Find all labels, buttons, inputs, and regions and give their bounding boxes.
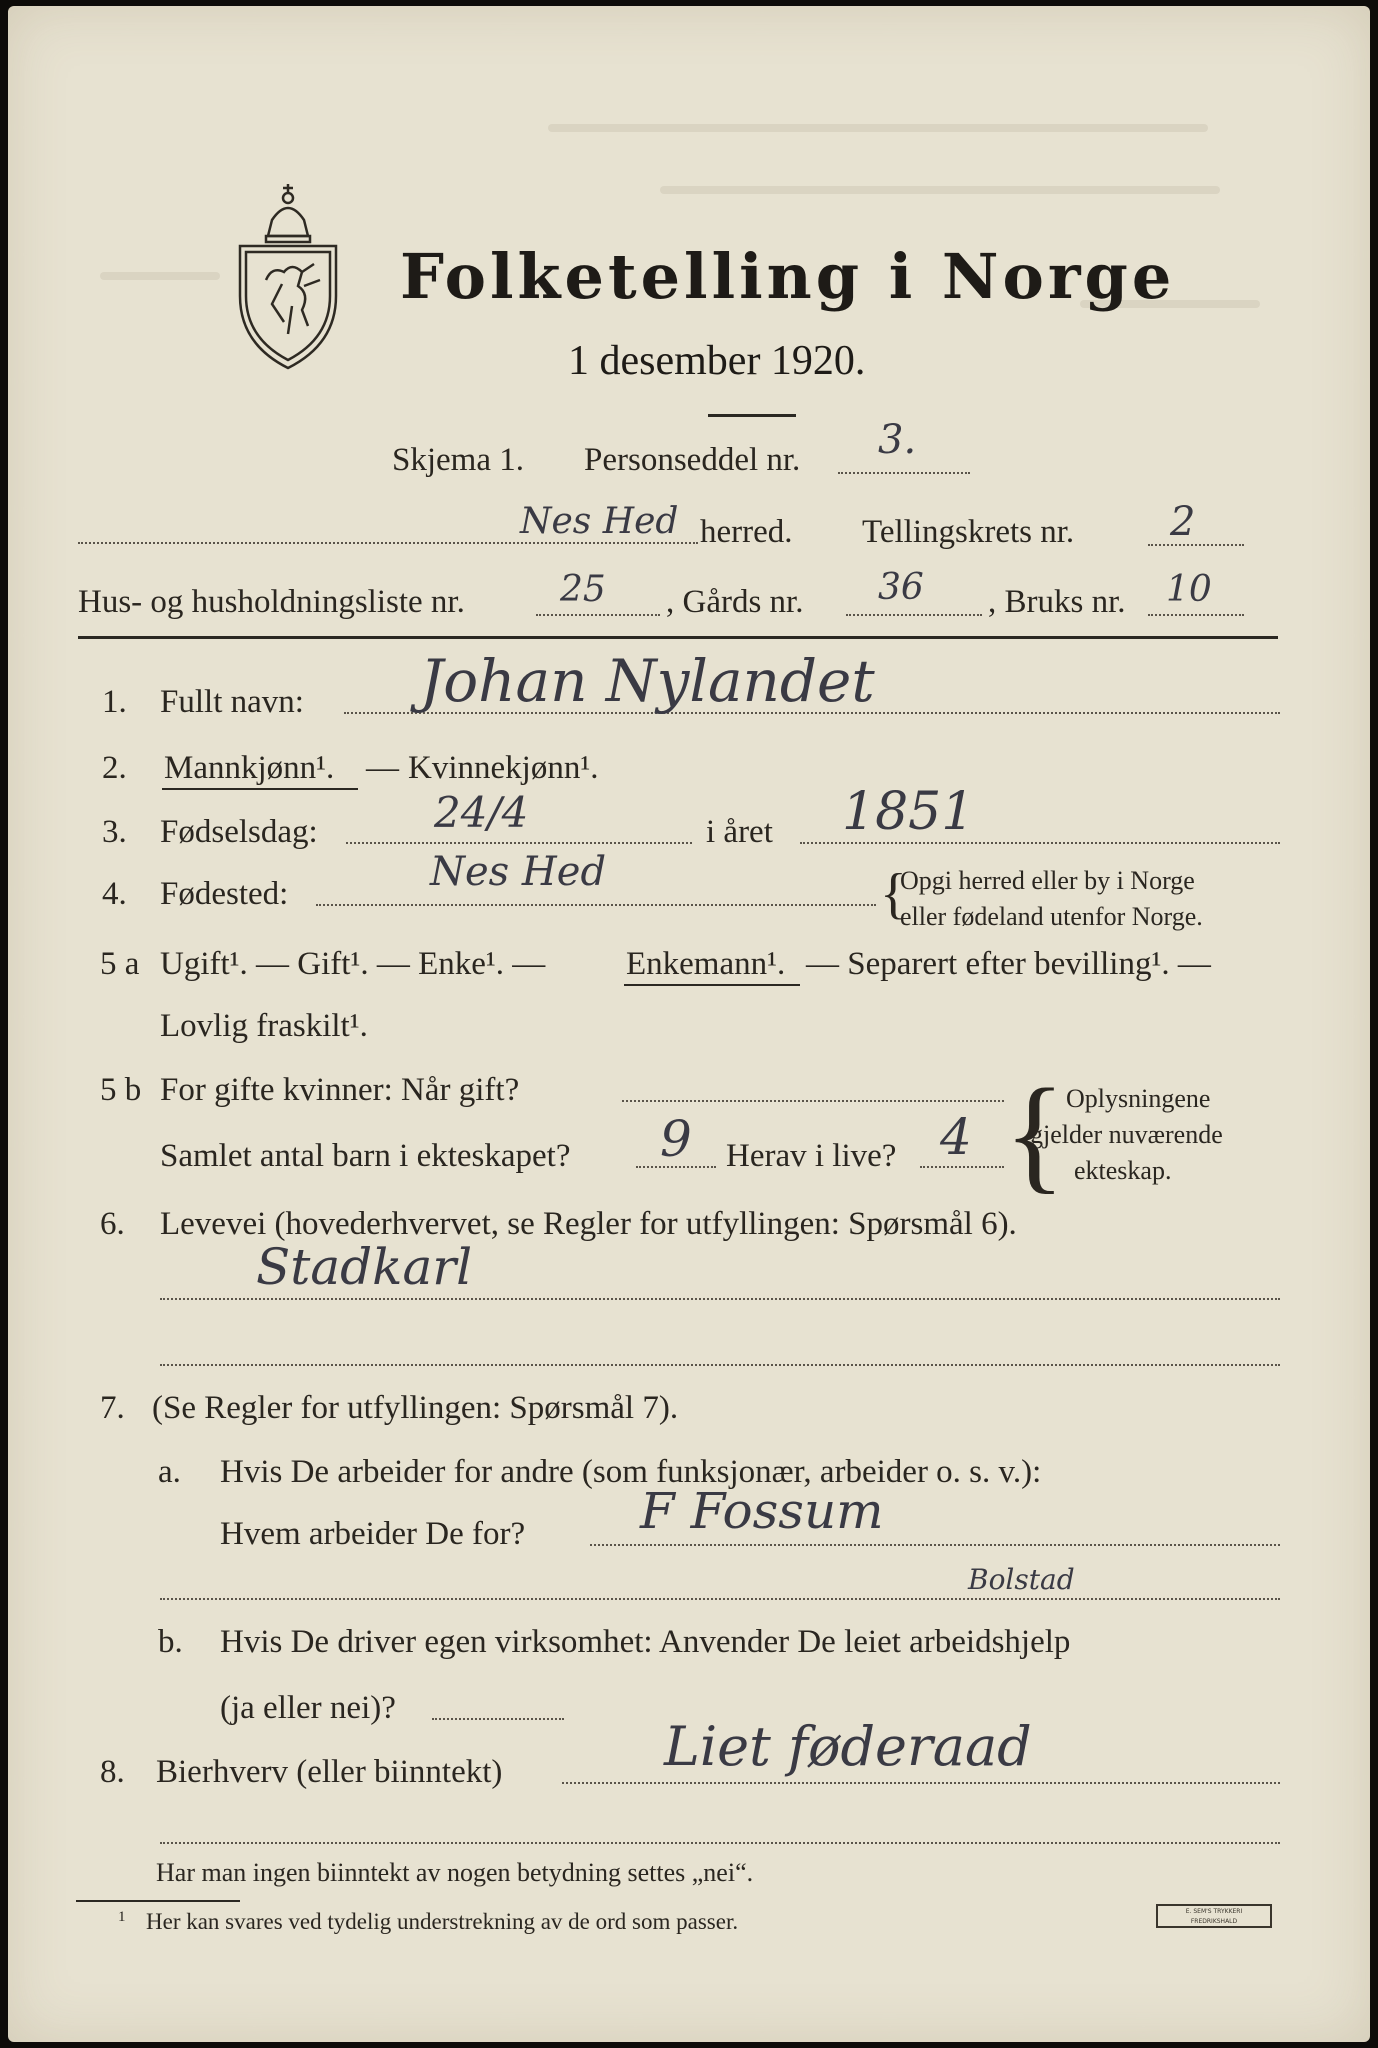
- hus-label: Hus- og husholdningsliste nr.: [78, 584, 465, 620]
- divorced-option[interactable]: Lovlig fraskilt¹.: [160, 1008, 368, 1044]
- birthplace-value: Nes Hed: [430, 849, 607, 895]
- gender-separator: —: [366, 750, 399, 786]
- employer-value-2: Bolstad: [968, 1563, 1075, 1596]
- female-option[interactable]: Kvinnekjønn¹.: [408, 750, 599, 786]
- married-when-label: For gifte kvinner: Når gift?: [160, 1072, 520, 1108]
- alive-field[interactable]: [920, 1166, 1004, 1168]
- census-date: 1 desember 1920.: [568, 338, 866, 384]
- birthday-value: 24/4: [434, 788, 529, 837]
- gards-label: , Gårds nr.: [666, 584, 804, 620]
- tellingskrets-value: 2: [1170, 499, 1196, 545]
- q5b-note-line2: gjelder nuværende: [1030, 1120, 1223, 1149]
- bruks-value: 10: [1166, 569, 1212, 610]
- personseddel-field[interactable]: [838, 472, 970, 474]
- q7a-number: a.: [158, 1454, 181, 1490]
- q5b-note-line1: Oplysningene: [1066, 1084, 1211, 1113]
- q7b-line2: (ja eller nei)?: [220, 1690, 396, 1726]
- gards-value: 36: [878, 567, 924, 608]
- male-option[interactable]: Mannkjønn¹.: [164, 750, 335, 786]
- tellingskrets-field[interactable]: [1148, 544, 1244, 546]
- footnote-rule: [76, 1900, 240, 1902]
- children-label: Samlet antal barn i ekteskapet?: [160, 1138, 571, 1174]
- q7a-line2: Hvem arbeider De for?: [220, 1516, 526, 1552]
- norwegian-lion-coat-of-arms-icon: [232, 176, 344, 376]
- married-when-field[interactable]: [622, 1100, 1004, 1102]
- schema-label: Skjema 1.: [392, 442, 524, 478]
- birth-year-field[interactable]: [800, 842, 1280, 844]
- employer-value: F Fossum: [640, 1482, 884, 1540]
- bleed-through: [548, 124, 1208, 132]
- marital-options: Ugift¹. — Gift¹. — Enke¹. —: [160, 946, 546, 982]
- q6-label: Levevei (hovederhvervet, se Regler for utfyllingen: Spørsmål 6).: [160, 1206, 1017, 1242]
- herred-label: herred.: [700, 514, 793, 550]
- q4-note-line2: eller fødeland utenfor Norge.: [900, 902, 1203, 931]
- birthday-field[interactable]: [346, 842, 692, 844]
- bleed-through: [660, 186, 1220, 194]
- footnote-text: Her kan svares ved tydelig understrekning av de ord som passer.: [146, 1909, 739, 1934]
- q5a-number: 5 a: [100, 946, 140, 982]
- q4-label: Fødested:: [160, 876, 289, 912]
- occupation-value: Stadkarl: [256, 1238, 473, 1296]
- q4-brace: {: [880, 863, 907, 925]
- hired-help-field[interactable]: [432, 1718, 564, 1720]
- side-income-value: Liet føderaad: [664, 1715, 1032, 1778]
- q3-number: 3.: [102, 814, 127, 850]
- q4-number: 4.: [102, 876, 127, 912]
- stamp-line2: FREDRIKSHALD: [1190, 1918, 1238, 1925]
- hus-field[interactable]: [536, 614, 660, 616]
- personseddel-value: 3.: [878, 417, 917, 463]
- q4-note-line1: Opgi herred eller by i Norge: [900, 866, 1195, 895]
- q7-number: 7.: [100, 1390, 125, 1426]
- year-label: i året: [706, 814, 773, 850]
- q7-label: (Se Regler for utfyllingen: Spørsmål 7).: [152, 1390, 679, 1426]
- q8-number: 8.: [100, 1754, 125, 1790]
- title-divider: [708, 414, 796, 417]
- bleed-through: [100, 272, 220, 280]
- q1-number: 1.: [102, 684, 127, 720]
- herred-field[interactable]: [78, 542, 698, 544]
- tellingskrets-label: Tellingskrets nr.: [862, 514, 1075, 550]
- page-title: Folketelling i Norge: [400, 240, 1176, 313]
- q1-label: Fullt navn:: [160, 684, 304, 720]
- occupation-field-2[interactable]: [160, 1364, 1280, 1366]
- hus-value: 25: [560, 569, 606, 610]
- header-divider: [78, 636, 1278, 639]
- q5b-number: 5 b: [100, 1072, 142, 1108]
- footnote-mark: 1: [118, 1909, 126, 1925]
- full-name-value: Johan Nylandet: [420, 647, 875, 715]
- birthplace-field[interactable]: [316, 904, 876, 906]
- q8-label: Bierhverv (eller biinntekt): [156, 1754, 503, 1790]
- side-income-field[interactable]: [562, 1782, 1280, 1784]
- employer-field-2[interactable]: [160, 1598, 1280, 1600]
- personseddel-label: Personseddel nr.: [584, 442, 801, 478]
- printer-stamp: [1156, 1904, 1272, 1928]
- occupation-field[interactable]: [160, 1298, 1280, 1300]
- herred-value: Nes Hed: [520, 501, 679, 542]
- widower-underline: [624, 984, 800, 986]
- q6-number: 6.: [100, 1206, 125, 1242]
- stamp-line1: E. SEM'S TRYKKERI: [1185, 1908, 1243, 1915]
- q7b-line1: Hvis De driver egen virksomhet: Anvender De leiet arbeidshjelp: [220, 1624, 1071, 1660]
- alive-value: 4: [940, 1108, 972, 1166]
- widower-option[interactable]: Enkemann¹.: [626, 946, 786, 982]
- bruks-label: , Bruks nr.: [988, 584, 1126, 620]
- footer-note: Har man ingen biinntekt av nogen betydning settes „nei“.: [156, 1858, 754, 1887]
- q7b-number: b.: [158, 1624, 183, 1660]
- q5b-brace: {: [1004, 1063, 1066, 1205]
- gards-field[interactable]: [846, 614, 982, 616]
- q2-number: 2.: [102, 750, 127, 786]
- bruks-field[interactable]: [1148, 614, 1244, 616]
- q3-label: Fødselsdag:: [160, 814, 318, 850]
- alive-label: Herav i live?: [726, 1138, 897, 1174]
- children-value: 9: [660, 1110, 692, 1168]
- q5b-note-line3: ekteskap.: [1074, 1156, 1172, 1185]
- side-income-field-2[interactable]: [160, 1842, 1280, 1844]
- male-underline: [162, 788, 358, 790]
- birth-year-value: 1851: [842, 782, 975, 842]
- q7a-line1: Hvis De arbeider for andre (som funksjonær, arbeider o. s. v.):: [220, 1454, 1042, 1490]
- employer-field[interactable]: [590, 1544, 1280, 1546]
- marital-options-rest: — Separert efter bevilling¹. —: [806, 946, 1211, 982]
